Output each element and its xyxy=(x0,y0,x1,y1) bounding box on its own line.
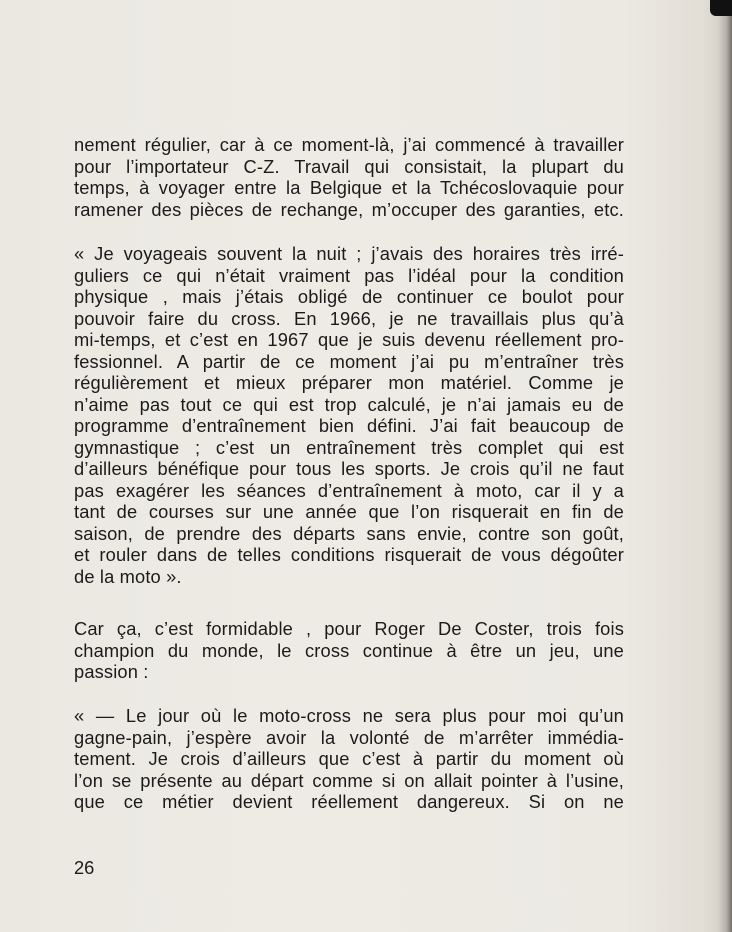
text-line: physique , mais j’étais obligé de continuer ce boulot pour xyxy=(74,286,624,307)
text-line: régulièrement et mieux préparer mon matériel. Comme je xyxy=(74,372,624,393)
text-line: programme d’entraînement bien défini. J’ai fait beaucoup de xyxy=(74,415,624,436)
text-line: « Je voyageais souvent la nuit ; j’avais des horaires très irré- xyxy=(74,243,624,264)
text-line: pas exagérer les séances d’entraînement à moto, car il y a xyxy=(74,479,624,501)
text-line: l’on se présente au départ comme si on allait pointer à l’usine, xyxy=(74,769,624,791)
text-line: gymnastique ; c’est un entraînement très complet qui est xyxy=(74,436,624,458)
page-number: 26 xyxy=(74,857,95,878)
text-line: que ce métier devient réellement dangereux. Si on ne xyxy=(74,791,624,812)
text-line: n’aime pas tout ce qui est trop calculé, je n’ai jamais eu de xyxy=(74,393,624,415)
text-line: tant de courses sur une année que l’on risquerait en fin de xyxy=(74,501,624,522)
text-line: Car ça, c’est formidable , pour Roger De Coster, trois fois xyxy=(74,618,624,639)
text-line: gagne-pain, j’espère avoir la volonté de m’arrêter immédia- xyxy=(74,726,624,748)
page-edge-shadow xyxy=(718,0,732,932)
text-line: de la moto ». xyxy=(74,565,182,587)
text-line: guliers ce qui n’était vraiment pas l’idéal pour la condition xyxy=(74,264,624,286)
text-line: nement régulier, car à ce moment-là, j’ai commencé à travailler xyxy=(74,134,624,155)
paragraph-4 xyxy=(74,705,624,813)
text-line: passion : xyxy=(74,661,149,682)
text-line: ramener des pièces de rechange, m’occuper des garanties, etc. xyxy=(74,198,624,220)
text-line: pouvoir faire du cross. En 1966, je ne travaillais plus qu’à xyxy=(74,307,624,329)
text-line: champion du monde, le cross continue à être un jeu, une xyxy=(74,639,624,661)
text-line: tement. Je crois d’ailleurs que c’est à partir du moment où xyxy=(74,748,624,769)
corner-shadow xyxy=(710,0,732,16)
paragraph-3 xyxy=(74,618,624,683)
text-line: temps, à voyager entre la Belgique et la Tchécoslovaquie pour xyxy=(74,177,624,198)
text-line: fessionnel. A partir de ce moment j’ai pu m’entraîner très xyxy=(74,350,624,372)
text-line: pour l’importateur C-Z. Travail qui consistait, la plupart du xyxy=(74,155,624,177)
paragraph-2 xyxy=(74,243,624,587)
text-line: saison, de prendre des départs sans envie, contre son goût, xyxy=(74,522,624,544)
text-line: mi-temps, et c’est en 1967 que je suis devenu réellement pro- xyxy=(74,329,624,350)
text-line: et rouler dans de telles conditions risquerait de vous dégoûter xyxy=(74,544,624,565)
paragraph-1 xyxy=(74,134,624,220)
text-line: d’ailleurs bénéfique pour tous les sports. Je crois qu’il ne faut xyxy=(74,458,624,479)
text-line: « — Le jour où le moto-cross ne sera plus pour moi qu’un xyxy=(74,705,624,726)
